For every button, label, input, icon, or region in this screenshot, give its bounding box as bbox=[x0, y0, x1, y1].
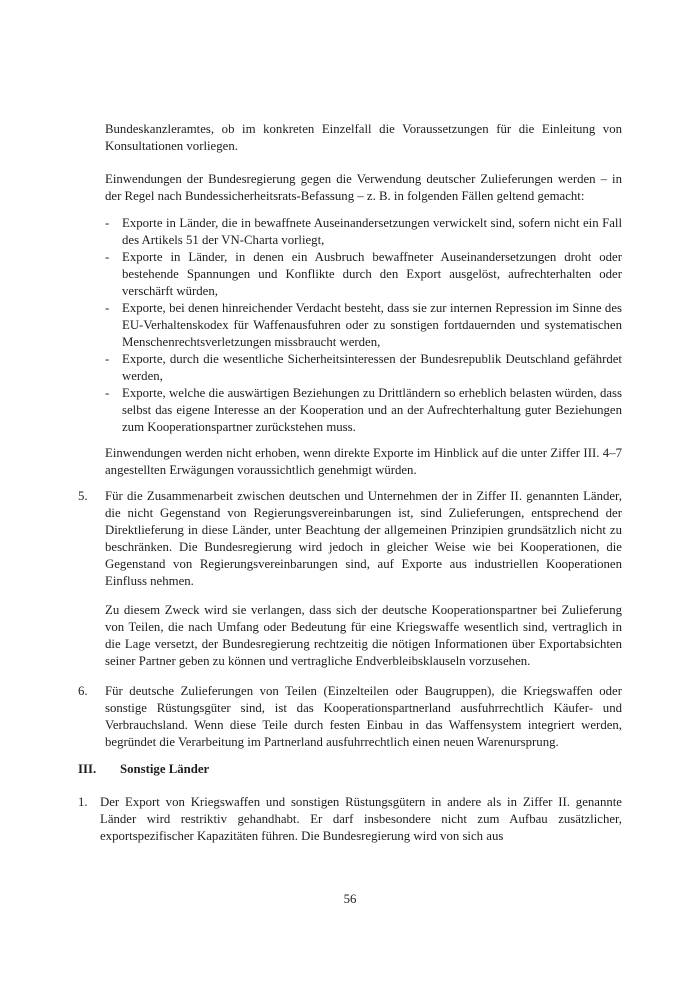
list-item-text: Exporte, durch die wesentliche Sicherheitsinteressen der Bundesrepublik Deutschland gefährdet werden, bbox=[122, 352, 622, 383]
item-text: Der Export von Kriegswaffen und sonstigen Rüstungsgütern in andere als in Ziffer II. genannte Länder wird restriktiv gehandhabt. Er darf insbesondere nicht zum Aufbau zusätzlicher, exportspezifischer Kapazitäten führen. Die Bundesregierung wird von sich aus bbox=[100, 795, 622, 843]
section-item-1 bbox=[78, 794, 622, 845]
item-paragraph: Für deutsche Zulieferungen von Teilen (Einzelteilen oder Baugruppen), die Kriegswaffen oder sonstige Rüstungsgüter sind, ist das Kooperationspartnerland ausfuhrrechtlich Käufer- und Verbrauchsland. Wenn diese Teile durch festen Einbau in das Waffensystem integriert werden, begründet die Verarbeitung im Partnerland ausfuhrrechtlich einen neuen Warenursprung. bbox=[105, 684, 622, 749]
dash-bullet: - bbox=[105, 386, 110, 400]
list-item bbox=[105, 351, 622, 385]
item-number: 5. bbox=[78, 489, 88, 503]
item-text bbox=[105, 683, 622, 751]
item-text bbox=[105, 488, 622, 670]
list-item bbox=[105, 249, 622, 300]
dash-bullet: - bbox=[105, 216, 110, 230]
section-heading-sonstige-laender bbox=[78, 761, 622, 778]
numbered-item-6 bbox=[78, 683, 622, 751]
dash-bullet: - bbox=[105, 301, 110, 315]
paragraph-continuation: Bundeskanzleramtes, ob im konkreten Einzelfall die Voraussetzungen für die Einleitung von Konsultationen vorliegen. bbox=[105, 122, 622, 153]
section-title: Sonstige Länder bbox=[120, 762, 210, 776]
text-block bbox=[78, 121, 622, 845]
item-number: 6. bbox=[78, 684, 88, 698]
numbered-item-5 bbox=[78, 488, 622, 670]
list-item-text: Exporte, welche die auswärtigen Beziehungen zu Drittländern so erheblich belasten würden, dass selbst das eigene Interesse an der Kooperation und an der Aufrechterhaltung guter Beziehungen zum Kooperationspartner zurückstehen muss. bbox=[122, 386, 622, 434]
item-number: 1. bbox=[78, 795, 88, 809]
list-item-text: Exporte in Länder, in denen ein Ausbruch bewaffneter Auseinandersetzungen droht oder bestehende Spannungen und Konflikte durch den Export ausgelöst, aufrechterhalten oder verschärft würden, bbox=[122, 250, 622, 298]
paragraph-no-objection: Einwendungen werden nicht erhoben, wenn direkte Exporte im Hinblick auf die unter Ziffer III. 4–7 angestellten Erwägungen voraussichtlich genehmigt würden. bbox=[105, 446, 622, 477]
list-item-text: Exporte, bei denen hinreichender Verdacht besteht, dass sie zur internen Repression im Sinne des EU-Verhaltenskodex für Waffenausfuhren oder zu sonstigen fortdauernden und systematischen Menschenrechtsverletzungen missbraucht werden, bbox=[122, 301, 622, 349]
page-number: 56 bbox=[343, 892, 357, 906]
paragraph-einwendungen: Einwendungen der Bundesregierung gegen die Verwendung deutscher Zulieferungen werden – in der Regel nach Bundessicherheitsrats-Befassung – z. B. in folgenden Fällen geltend gemacht: bbox=[105, 172, 622, 203]
list-item bbox=[105, 385, 622, 436]
section-number: III. bbox=[78, 762, 97, 776]
item-paragraph: Für die Zusammenarbeit zwischen deutschen und Unternehmen der in Ziffer II. genannten Länder, die nicht Gegenstand von Regierungsvereinbarungen ist, sind Zulieferungen, entsprechend der Direktlieferung in diese Länder, unter Beachtung der allgemeinen Prinzipien grundsätzlich nicht zu beschränken. Die Bundesregierung wird jedoch in gleicher Weise wie bei Kooperationen, die Gegenstand von Regierungsvereinbarungen sind, auf Exporte aus industriellen Kooperationen Einfluss nehmen. bbox=[105, 489, 622, 588]
dash-bullet: - bbox=[105, 250, 110, 264]
list-item bbox=[105, 300, 622, 351]
list-item-text: Exporte in Länder, die in bewaffnete Auseinandersetzungen verwickelt sind, sofern nicht ein Fall des Artikels 51 der VN-Charta vorliegt, bbox=[122, 216, 622, 247]
item-paragraph: Zu diesem Zweck wird sie verlangen, dass sich der deutsche Kooperationspartner bei Zulieferung von Teilen, die nach Umfang oder Bedeutung für eine Kriegswaffe wesentlich sind, vertraglich in die Lage versetzt, der Bundesregierung rechtzeitig die nötigen Informationen über Exportabsichten seiner Partner geben zu können und vertragliche Endverbleibsklauseln vorzusehen. bbox=[105, 603, 622, 668]
list-item bbox=[105, 215, 622, 249]
dash-bullet: - bbox=[105, 352, 110, 366]
objection-cases-list bbox=[105, 215, 622, 436]
